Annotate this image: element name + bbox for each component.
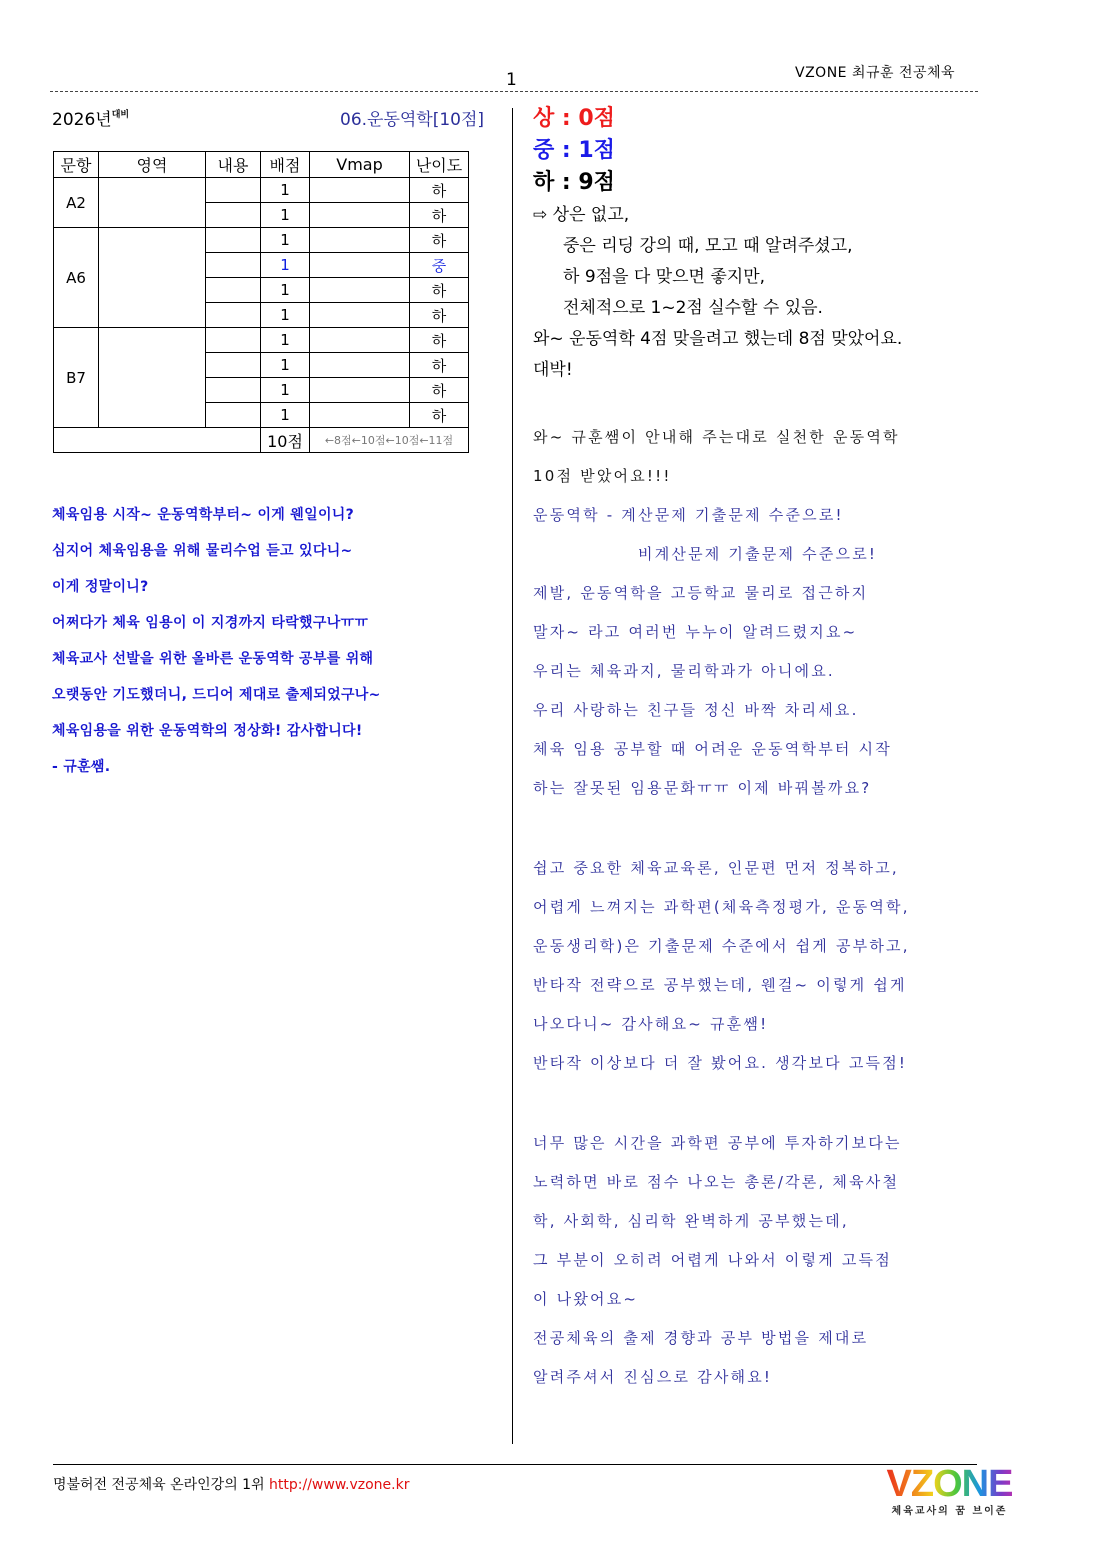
testimony-line: 운동생리학)은 기출문제 수준에서 쉽게 공부하고, [533,937,910,955]
vmap-cell [310,278,410,303]
item-cell: A2 [54,178,99,228]
logo-wordmark: VZONE [882,1464,1017,1504]
col-header-difficulty: 난이도 [410,152,469,178]
area-cell [99,178,206,228]
level-high: 상 : 0점 [533,106,615,131]
comment-line: - 규훈쌤. [52,759,111,775]
total-label-cell [54,428,261,453]
total-points: 10점 [261,428,310,453]
testimony-line: 반타작 이상보다 더 잘 봤어요. 생각보다 고득점! [533,1054,908,1072]
testimony-line: 너무 많은 시간을 과학편 공부에 투자하기보다는 [533,1134,902,1152]
points-cell: 1 [261,303,310,328]
comment-line: 체육교사 선발을 위한 올바른 운동역학 공부를 위해 [52,651,374,667]
comment-line: 어쩌다가 체육 임용이 이 지경까지 타락했구나ㅠㅠ [52,615,369,631]
vmap-cell [310,378,410,403]
analysis-line: 중은 리딩 강의 때, 모고 때 알려주셨고, [563,236,853,256]
footer-tagline: 명불허전 전공체육 온라인강의 1위 [53,1477,265,1493]
points-cell: 1 [261,403,310,428]
testimony-line: 체육 임용 공부할 때 어려운 운동역학부터 시작 [533,740,892,758]
content-cell [206,228,261,253]
table-total-row [54,428,469,453]
logo-subtitle: 체육교사의 꿈 브이존 [891,1506,1008,1517]
vmap-cell [310,253,410,278]
points-cell: 1 [261,228,310,253]
points-cell: 1 [261,253,310,278]
difficulty-cell: 중 [410,253,469,278]
testimony-block [533,422,981,812]
content-cell [206,253,261,278]
comment-line: 체육임용 시작~ 운동역학부터~ 이게 웬일이니? [52,507,355,523]
analysis-line: 대박! [533,360,573,380]
testimony-line: 나오다니~ 감사해요~ 규훈쌤! [533,1015,769,1033]
points-cell: 1 [261,378,310,403]
col-header-vmap: Vmap [310,152,410,178]
points-cell: 1 [261,353,310,378]
testimony-line: 하는 잘못된 임용문화ㅠㅠ 이제 바꿔볼까요? [533,779,872,797]
content-cell [206,303,261,328]
year-superscript: 대비 [111,110,130,120]
area-cell [99,328,206,428]
col-header-content: 내용 [206,152,261,178]
testimony-line: 쉽고 중요한 체육교육론, 인문편 먼저 정복하고, [533,859,899,877]
testimony-line: 와~ 규훈쌤이 안내해 주는대로 실천한 운동역학 [533,428,900,446]
vmap-cell [310,403,410,428]
column-divider [512,108,513,1444]
comment-line: 이게 정말이니? [52,579,149,595]
comment-line: 체육임용을 위한 운동역학의 정상화! 감사합니다! [52,723,363,739]
year-text: 2026년 [52,110,112,130]
testimony-line: 어렵게 느껴지는 과학편(체육측정평가, 운동역학, [533,898,910,916]
col-header-points: 배점 [261,152,310,178]
level-mid: 중 : 1점 [533,138,615,163]
footer-divider [53,1464,977,1465]
analysis-line: ⇨ 상은 없고, [533,205,630,225]
vmap-cell [310,303,410,328]
score-table [53,151,469,453]
content-cell [206,278,261,303]
col-header-area: 영역 [99,152,206,178]
header-divider [50,91,978,92]
header-brand-line: VZONE 최규훈 전공체육 [795,65,956,81]
points-cell: 1 [261,203,310,228]
section-title: 06.운동역학[10점] [340,110,485,130]
vmap-cell [310,328,410,353]
comment-line: 심지어 체육임용을 위해 물리수업 듣고 있다니~ [52,543,353,559]
content-cell [206,378,261,403]
testimony-line: 반타작 전략으로 공부했는데, 웬걸~ 이렇게 쉽게 [533,976,907,994]
testimony-line: 그 부분이 오히려 어렵게 나와서 이렇게 고득점 [533,1251,892,1269]
difficulty-summary [533,104,983,386]
points-cell: 1 [261,178,310,203]
content-cell [206,203,261,228]
score-history: ←8점←10점←10점←11점 [310,428,469,453]
testimony-line: 말자~ 라고 여러번 누누이 알려드렸지요~ [533,623,858,641]
testimony-line: 전공체육의 출제 경향과 공부 방법을 제대로 [533,1329,869,1347]
analysis-line: 전체적으로 1~2점 실수할 수 있음. [563,298,823,318]
table-row [54,328,469,353]
testimony-line: 이 나왔어요~ [533,1290,639,1308]
testimony-line: 운동역학 - 계산문제 기출문제 수준으로! [533,506,844,524]
comment-line: 오랫동안 기도했더니, 드디어 제대로 출제되었구나~ [52,687,381,703]
item-cell: B7 [54,328,99,428]
level-low: 하 : 9점 [533,170,615,195]
testimony-line: 제발, 운동역학을 고등학교 물리로 접근하지 [533,584,869,602]
difficulty-cell: 하 [410,178,469,203]
testimony-line: 우리는 체육과지, 물리학과가 아니에요. [533,662,835,680]
testimony-line: 알려주셔서 진심으로 감사해요! [533,1368,773,1386]
difficulty-cell: 하 [410,278,469,303]
points-cell: 1 [261,278,310,303]
content-cell [206,403,261,428]
testimony-line: 비계산문제 기출문제 수준으로! [638,545,878,563]
difficulty-cell: 하 [410,378,469,403]
item-cell: A6 [54,228,99,328]
analysis-line: 하 9점을 다 맞으면 좋지만, [563,267,766,287]
testimony-block [533,853,981,1087]
difficulty-cell: 하 [410,328,469,353]
vzone-logo [882,1464,1017,1517]
difficulty-cell: 하 [410,203,469,228]
points-cell: 1 [261,328,310,353]
analysis-line: 와~ 운동역학 4점 맞을려고 했는데 8점 맞았어요. [533,329,903,349]
page-number: 1 [506,70,517,90]
content-cell [206,178,261,203]
vmap-cell [310,178,410,203]
difficulty-cell: 하 [410,403,469,428]
footer-text [53,1474,409,1494]
table-header-row [54,152,469,178]
difficulty-cell: 하 [410,228,469,253]
area-cell [99,228,206,328]
col-header-item: 문항 [54,152,99,178]
year-label [52,105,129,130]
instructor-comment [52,503,502,791]
table-row [54,228,469,253]
vmap-cell [310,203,410,228]
testimony-line: 학, 사회학, 심리학 완벽하게 공부했는데, [533,1212,849,1230]
content-cell [206,353,261,378]
testimony-block [533,1128,981,1401]
testimony-line: 10점 받았어요!!! [533,467,672,485]
footer-url-link[interactable]: http://www.vzone.kr [269,1477,410,1493]
testimony-line: 노력하면 바로 점수 나오는 총론/각론, 체육사철 [533,1173,900,1191]
testimony-line: 우리 사랑하는 친구들 정신 바짝 차리세요. [533,701,859,719]
difficulty-cell: 하 [410,303,469,328]
vmap-cell [310,353,410,378]
difficulty-cell: 하 [410,353,469,378]
table-row [54,178,469,203]
content-cell [206,328,261,353]
vmap-cell [310,228,410,253]
